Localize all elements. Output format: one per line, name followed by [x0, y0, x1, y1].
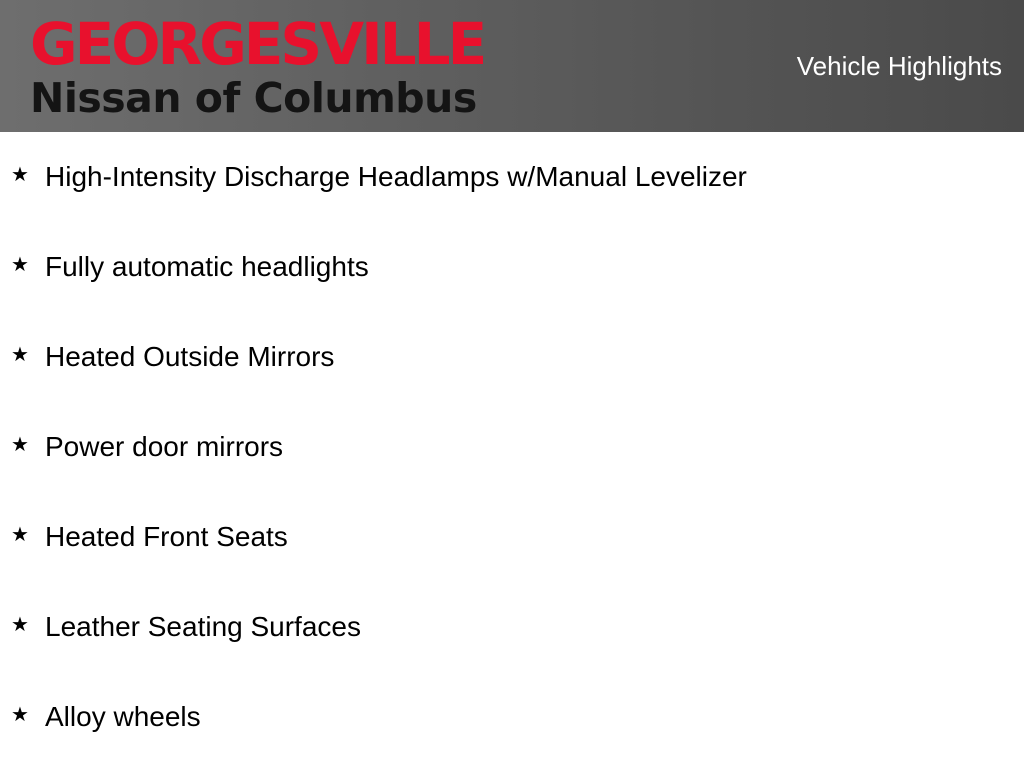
star-icon: ★ [11, 342, 29, 366]
header-banner [0, 0, 1024, 132]
logo-line-nissan: Nissan of Columbus [30, 74, 477, 122]
star-icon: ★ [11, 522, 29, 546]
list-item [0, 222, 1024, 312]
list-item [0, 672, 1024, 762]
highlights-list [0, 132, 1024, 762]
list-item [0, 132, 1024, 222]
list-item [0, 492, 1024, 582]
highlight-label: Power door mirrors [45, 431, 284, 462]
highlight-label: Heated Front Seats [45, 521, 288, 552]
list-item [0, 312, 1024, 402]
highlight-label: Alloy wheels [45, 701, 201, 732]
star-icon: ★ [11, 252, 29, 276]
highlight-label: Leather Seating Surfaces [45, 611, 361, 642]
list-item [0, 582, 1024, 672]
logo-line-georgesville: GEORGESVILLE [30, 10, 485, 78]
list-item [0, 402, 1024, 492]
star-icon: ★ [11, 702, 29, 726]
star-icon: ★ [11, 432, 29, 456]
highlight-label: Fully automatic headlights [45, 251, 369, 282]
dealer-logo [30, 12, 575, 122]
highlight-label: High-Intensity Discharge Headlamps w/Manual Levelizer [45, 161, 747, 192]
star-icon: ★ [11, 162, 29, 186]
page-title: Vehicle Highlights [796, 51, 1002, 81]
highlight-label: Heated Outside Mirrors [45, 341, 335, 372]
star-icon: ★ [11, 612, 29, 636]
